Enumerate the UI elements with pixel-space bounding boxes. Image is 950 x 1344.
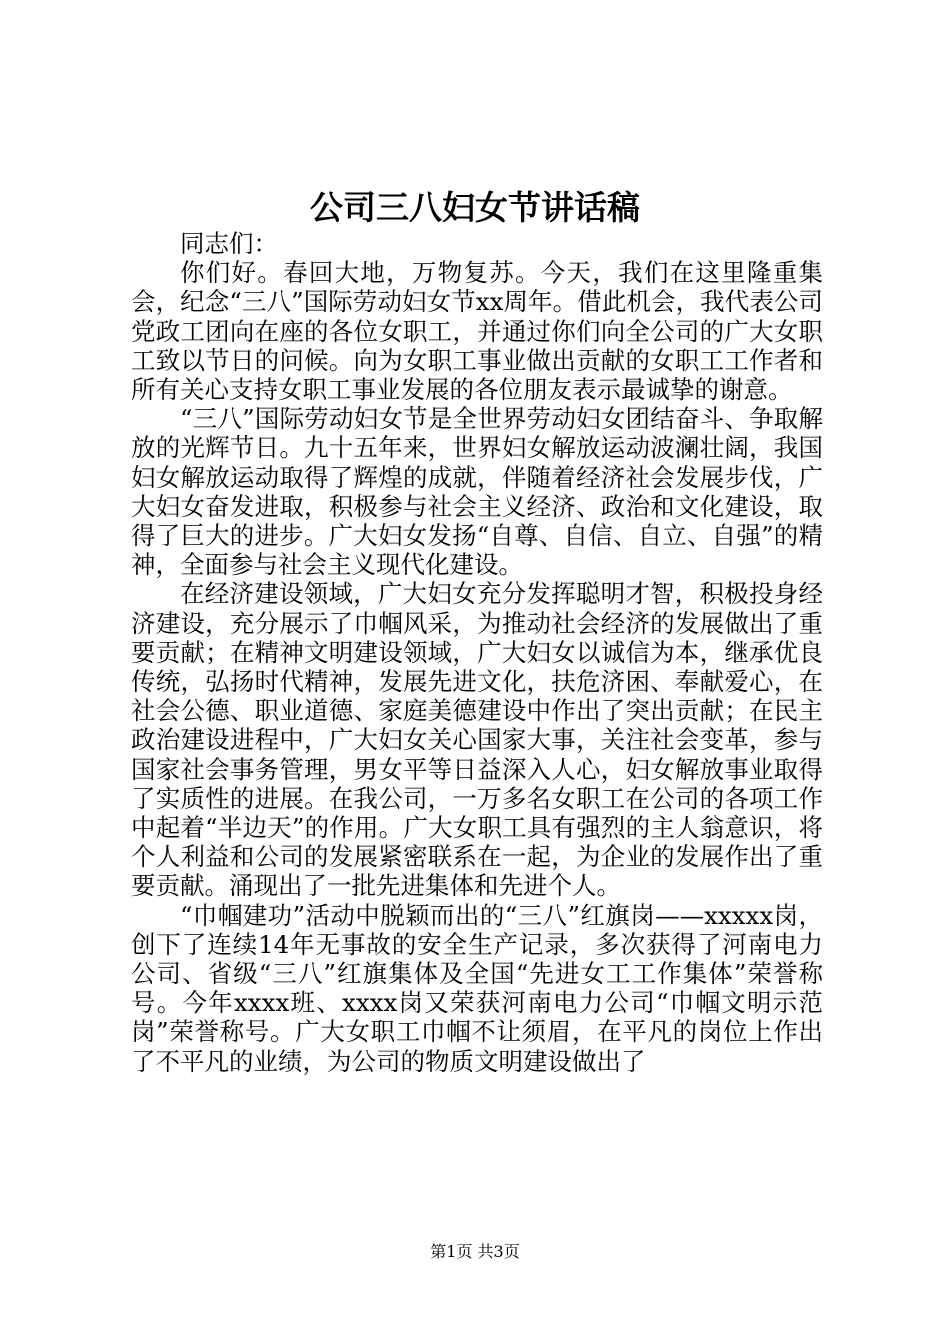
paragraph-honors: “巾帼建功”活动中脱颖而出的“三八”红旗岗——xxxxx岗，创下了连续14年无事故的安全生产记录，多次获得了河南电力公司、省级“三八”红旗集体及全国“先进女工工作集体”荣誉称号。今年xxxx班、xxxx岗又荣获河南电力公司“巾帼文明示范岗”荣誉称号。广大女职工巾帼不让须眉，在平凡的岗位上作出了不平凡的业绩，为公司的物质文明建设做出了 — [131, 900, 823, 1076]
document-body — [131, 229, 823, 1076]
page-number: 第1页 共3页 — [430, 1242, 520, 1261]
salutation: 同志们： — [180, 229, 278, 258]
paragraph-contributions: 在经济建设领域，广大妇女充分发挥聪明才智，积极投身经济建设，充分展示了巾帼风采，为推动社会经济的发展做出了重要贡献；在精神文明建设领域，广大妇女以诚信为本，继承优良传统，弘扬时代精神，发展先进文化，扶危济困、奉献爱心，在社会公德、职业道德、家庭美德建设中作出了突出贡献；在民主政治建设进程中，广大妇女关心国家大事，关注社会变革，参与国家社会事务管理，男女平等日益深入人心，妇女解放事业取得了实质性的进展。在我公司，一万多名女职工在公司的各项工作中起着“半边天”的作用。广大女职工具有强烈的主人翁意识，将个人利益和公司的发展紧密联系在一起，为企业的发展作出了重要贡献。涌现出了一批先进集体和先进个人。 — [131, 579, 823, 901]
paragraph-greeting: 你们好。春回大地，万物复苏。今天，我们在这里隆重集会，纪念“三八”国际劳动妇女节xx周年。借此机会，我代表公司党政工团向在座的各位女职工，并通过你们向全公司的广大女职工致以节日的问候。向为女职工事业做出贡献的女职工工作者和所有关心支持女职工事业发展的各位朋友表示最诚挚的谢意。 — [131, 258, 823, 405]
page-title: 公司三八妇女节讲话稿 — [310, 188, 640, 227]
paragraph-festival-history: “三八”国际劳动妇女节是全世界劳动妇女团结奋斗、争取解放的光辉节日。九十五年来，世界妇女解放运动波澜壮阔，我国妇女解放运动取得了辉煌的成就，伴随着经济社会发展步伐，广大妇女奋发进取，积极参与社会主义经济、政治和文化建设，取得了巨大的进步。广大妇女发扬“自尊、自信、自立、自强”的精神，全面参与社会主义现代化建设。 — [131, 404, 823, 580]
